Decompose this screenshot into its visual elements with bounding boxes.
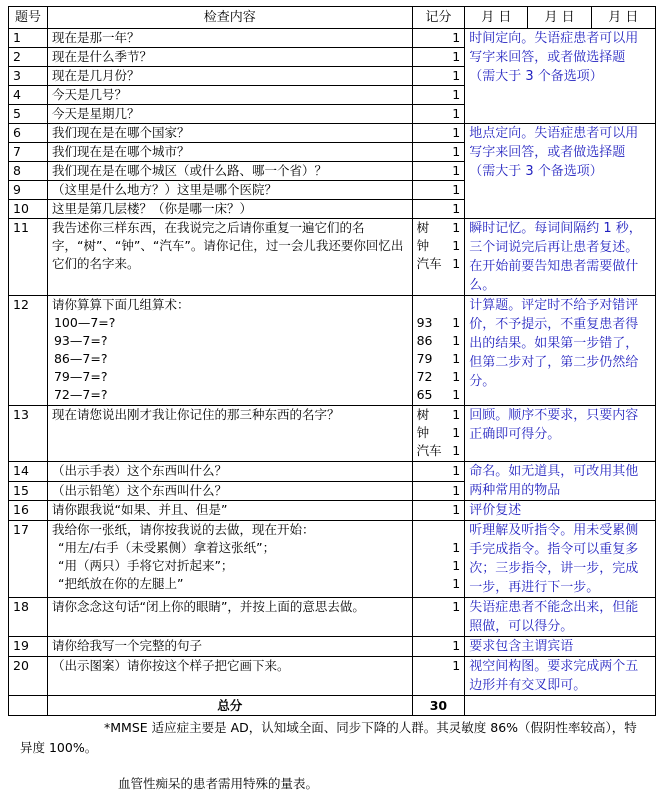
footnote-2: 血管性痴呆的患者需用特殊的量表。 xyxy=(118,776,319,791)
row-score: 1 xyxy=(412,200,465,219)
row-item: （出示铅笔）这个东西叫什么？ xyxy=(47,481,412,501)
step-line: “用（两只）手将它对折起来”； xyxy=(57,558,234,573)
row-no: 12 xyxy=(9,296,48,406)
sub-score: 79 1 xyxy=(416,351,461,366)
row-item: 我们现在是在哪个城区（或什么路、哪一个省）？ xyxy=(47,162,412,181)
note-command: 听理解及听指令。用未受累侧手完成指令。指令可以重复多次；三步指令，讲一步，完成一步，再进行下一步。 xyxy=(465,521,656,598)
row-item: 现在是那一年？ xyxy=(47,29,412,48)
step-line: “用左/右手（未受累侧）拿着这张纸”； xyxy=(57,540,276,555)
header-date3: 月 日 xyxy=(591,7,655,29)
row-score: 1 xyxy=(412,181,465,200)
row-item: 今天是星期几？ xyxy=(47,105,412,124)
row-item: （这里是什么地方？）这里是哪个医院？ xyxy=(47,181,412,200)
row-no: 13 xyxy=(9,406,48,462)
calc-line: 100—7=? xyxy=(53,315,116,330)
row-item: 现在是什么季节？ xyxy=(47,48,412,67)
calc-line: 72—7=? xyxy=(53,387,108,402)
row-score: 1 xyxy=(412,657,465,696)
row-score: 1 xyxy=(412,481,465,501)
row-no: 5 xyxy=(9,105,48,124)
note-repeat: 评价复述 xyxy=(465,501,656,521)
table-header xyxy=(9,7,656,29)
row-score: 1 xyxy=(412,86,465,105)
row-item: 现在是几月份？ xyxy=(47,67,412,86)
note-memory: 瞬时记忆。每词间隔约 1 秒，三个词说完后再让患者复述。在开始前要告知患者需要做什么。 xyxy=(465,219,656,296)
row-no: 16 xyxy=(9,501,48,521)
row-score: 1 xyxy=(412,29,465,48)
row-no: 20 xyxy=(9,657,48,696)
calc-line: 86—7=? xyxy=(53,351,108,366)
row-item: 请你算算下面几组算术： 100—7=? 93—7=? 86—7=? 79—7=? 72—7=? xyxy=(47,296,412,406)
sub-score: 汽车 1 xyxy=(416,256,461,271)
sub-score: 汽车 1 xyxy=(416,443,461,458)
total-label: 总分 xyxy=(47,696,412,716)
note-draw: 视空间构图。要求完成两个五边形并有交叉即可。 xyxy=(465,657,656,696)
calc-line: 93—7=? xyxy=(53,333,108,348)
row-no: 17 xyxy=(9,521,48,598)
sub-score: 86 1 xyxy=(416,333,461,348)
calc-scores xyxy=(412,296,465,406)
row-score: 1 xyxy=(412,143,465,162)
row-no: 3 xyxy=(9,67,48,86)
row-item: 请你念念这句话“闭上你的眼睛”，并按上面的意思去做。 xyxy=(47,598,412,637)
sub-score: 93 1 xyxy=(416,315,461,330)
calc-line: 79—7=? xyxy=(53,369,108,384)
row-item: 现在请您说出刚才我让你记住的那三种东西的名字？ xyxy=(47,406,412,462)
row-score: 1 xyxy=(412,637,465,657)
sub-score: 钟 1 xyxy=(416,238,461,253)
row-item: 我们现在是在哪个城市？ xyxy=(47,143,412,162)
table-row xyxy=(9,406,656,462)
table-row xyxy=(9,219,656,296)
row-item: 我们现在是在哪个国家？ xyxy=(47,124,412,143)
note-naming: 命名。如无道具，可改用其他两种常用的物品 xyxy=(465,462,656,501)
sub-score: 钟 1 xyxy=(416,425,461,440)
row-item: （出示图案）请你按这个样子把它画下来。 xyxy=(47,657,412,696)
table-row xyxy=(9,657,656,696)
total-row xyxy=(9,696,656,716)
row-no: 18 xyxy=(9,598,48,637)
note-recall: 回顾。顺序不要求，只要内容正确即可得分。 xyxy=(465,406,656,462)
row-no: 7 xyxy=(9,143,48,162)
sub-score: 72 1 xyxy=(416,369,461,384)
row-item: 请你跟我说“如果、并且、但是” xyxy=(47,501,412,521)
row-no: 1 xyxy=(9,29,48,48)
row-no: 8 xyxy=(9,162,48,181)
row-no: 9 xyxy=(9,181,48,200)
table-row xyxy=(9,29,656,48)
sub-score: 树 1 xyxy=(416,220,461,235)
row-no: 2 xyxy=(9,48,48,67)
row-score: 1 xyxy=(412,67,465,86)
table-row xyxy=(9,462,656,482)
table-row xyxy=(9,296,656,406)
mmse-table xyxy=(8,6,656,716)
table-row xyxy=(9,501,656,521)
row-no: 15 xyxy=(9,481,48,501)
row-score: 1 1 1 xyxy=(412,521,465,598)
note-write: 要求包含主谓宾语 xyxy=(465,637,656,657)
table-row xyxy=(9,521,656,598)
table-row xyxy=(9,124,656,143)
header-date1: 月 日 xyxy=(465,7,528,29)
row-no: 6 xyxy=(9,124,48,143)
row-score: 1 xyxy=(412,598,465,637)
step-line: “把纸放在你的左腿上” xyxy=(57,576,184,591)
row-item: 我告述你三样东西，在我说完之后请你重复一遍它们的名字，“树”、“钟”、“汽车”。请你记住，过一会儿我还要你回忆出它们的名字来。 xyxy=(47,219,412,296)
row-item: 这里是第几层楼？（你是哪一床？） xyxy=(47,200,412,219)
row-no: 10 xyxy=(9,200,48,219)
row-item: 请你给我写一个完整的句子 xyxy=(47,637,412,657)
header-item: 检查内容 xyxy=(47,7,412,29)
row-no: 11 xyxy=(9,219,48,296)
sub-score: 65 1 xyxy=(416,387,461,402)
header-score: 记分 xyxy=(412,7,465,29)
row-no: 19 xyxy=(9,637,48,657)
recall-scores xyxy=(412,219,465,296)
row-no: 14 xyxy=(9,462,48,482)
table-row xyxy=(9,598,656,637)
row-item: 今天是几号？ xyxy=(47,86,412,105)
row-score: 1 xyxy=(412,48,465,67)
row-score: 1 xyxy=(412,105,465,124)
row-item: （出示手表）这个东西叫什么？ xyxy=(47,462,412,482)
header-date2: 月 日 xyxy=(528,7,591,29)
sub-score: 树 1 xyxy=(416,407,461,422)
row-score: 1 xyxy=(412,162,465,181)
table-row xyxy=(9,637,656,657)
row-item: 我给你一张纸，请你按我说的去做，现在开始： “用左/右手（未受累侧）拿着这张纸”； “用（两只）手将它对折起来”； “把纸放在你的左腿上” xyxy=(47,521,412,598)
footnote-1: *MMSE 适应症主要是 AD，认知域全面、同步下降的人群。其灵敏度 86%（假阴性率较高），特异度 100%。 xyxy=(20,720,637,755)
recall-scores xyxy=(412,406,465,462)
row-score: 1 xyxy=(412,124,465,143)
note-place: 地点定向。失语症患者可以用写字来回答，或者做选择题（需大于 3 个备选项） xyxy=(465,124,656,219)
note-time: 时间定向。失语症患者可以用写字来回答，或者做选择题（需大于 3 个备选项） xyxy=(465,29,656,124)
total-value: 30 xyxy=(412,696,465,716)
note-calc: 计算题。评定时不给予对错评价，不予提示，不重复患者得出的结果。如果第一步错了，但第二步对了，第二步仍然给分。 xyxy=(465,296,656,406)
note-read: 失语症患者不能念出来，但能照做，可以得分。 xyxy=(465,598,656,637)
row-score: 1 xyxy=(412,501,465,521)
header-no: 题号 xyxy=(9,7,48,29)
row-score: 1 xyxy=(412,462,465,482)
row-no: 4 xyxy=(9,86,48,105)
